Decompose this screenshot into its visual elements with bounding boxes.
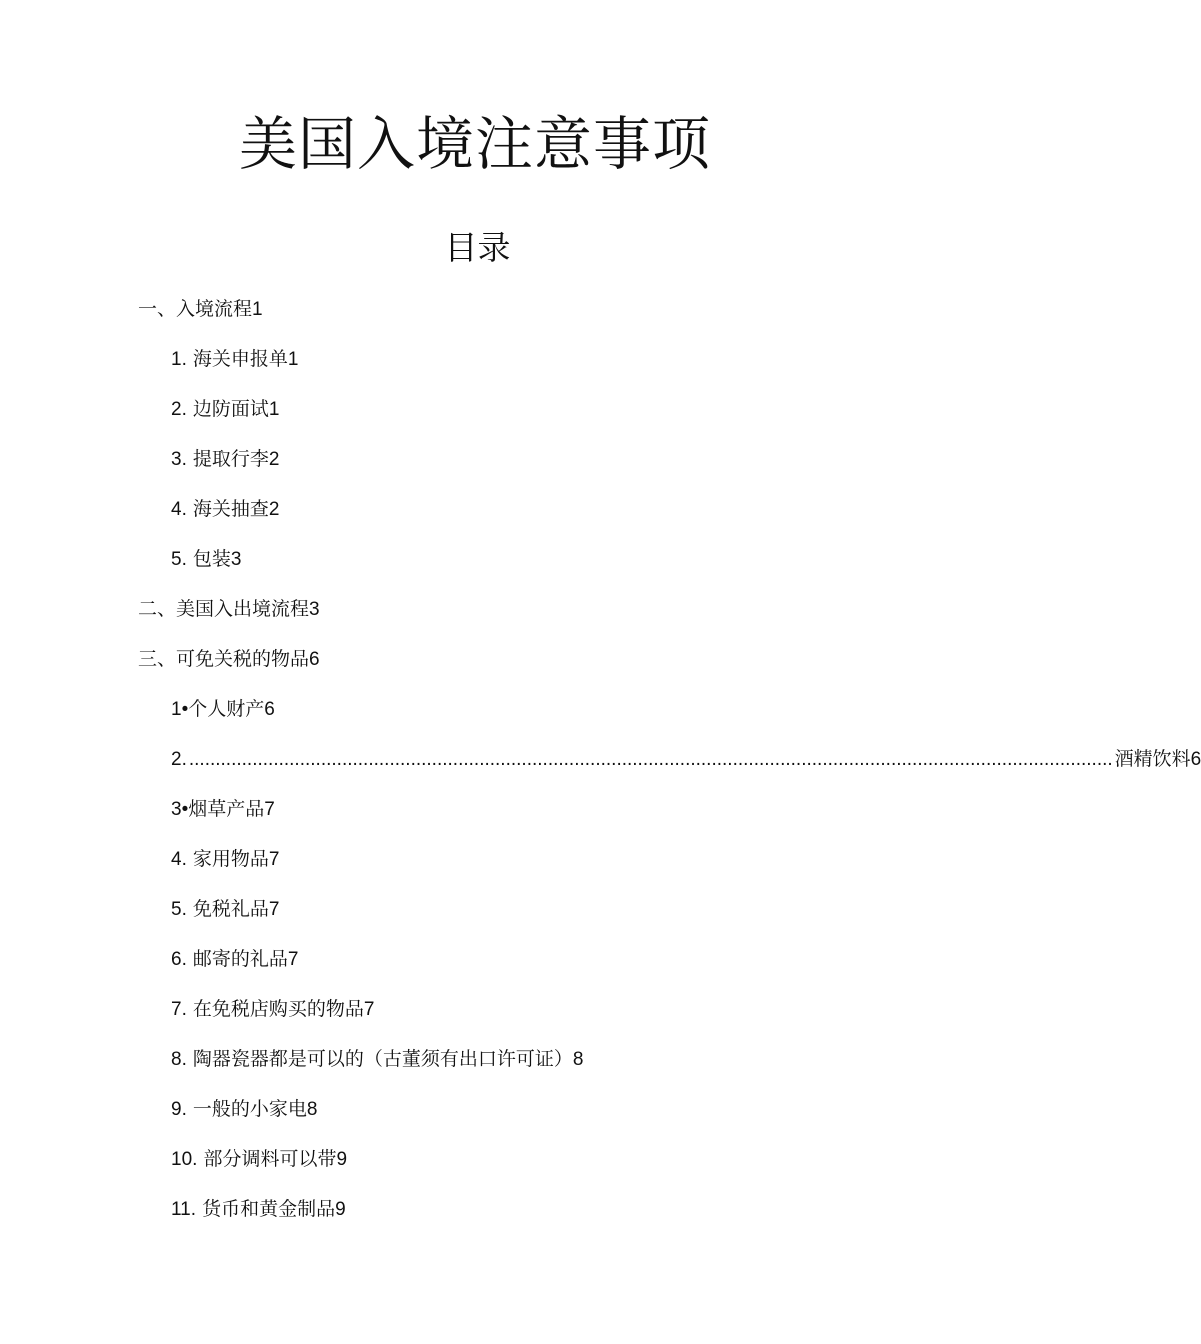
toc-entry-number: 5.: [171, 899, 187, 920]
toc-entry-page: 1: [252, 299, 263, 320]
toc-entry-currency-gold[interactable]: [171, 1197, 346, 1221]
toc-entry-page: 3: [309, 599, 320, 620]
toc-entry-page: 8: [572, 1049, 584, 1070]
toc-entry-small-appliances[interactable]: [171, 1097, 318, 1121]
toc-entry-text: 一、入境流程: [138, 298, 253, 320]
toc-entry-page: 3: [230, 549, 242, 570]
toc-entry-text: 海关抽查: [192, 498, 269, 520]
toc-entry-text: 二、美国入出境流程: [138, 598, 310, 620]
toc-entry-duty-free-gifts[interactable]: [171, 897, 280, 921]
toc-entry-packaging[interactable]: [171, 547, 242, 571]
toc-entry-duty-free-items[interactable]: [138, 647, 320, 671]
toc-entry-border-interview[interactable]: [171, 397, 280, 421]
toc-entry-alcoholic-beverages[interactable]: [171, 747, 1201, 771]
toc-entry-number: 2.: [171, 749, 187, 770]
toc-entry-entry-exit-process[interactable]: [138, 597, 320, 621]
toc-entry-page: 7: [268, 899, 280, 920]
toc-entry-mailed-gifts[interactable]: [171, 947, 299, 971]
toc-entry-number: 9.: [171, 1099, 187, 1120]
toc-entry-page: 7: [268, 849, 280, 870]
toc-entry-number: 3.: [171, 449, 187, 470]
toc-entry-text: 在免税店购买的物品: [192, 998, 364, 1020]
toc-entry-text: 个人财产: [188, 698, 265, 720]
toc-entry-page: 8: [306, 1099, 318, 1120]
toc-entry-customs-inspection[interactable]: [171, 497, 280, 521]
toc-entry-text: 烟草产品: [188, 798, 265, 820]
toc-entry-number: 10.: [171, 1149, 198, 1170]
toc-entry-page: 2: [268, 449, 280, 470]
toc-entry-tobacco-products[interactable]: [171, 797, 275, 821]
toc-entry-page: 6: [309, 649, 320, 670]
toc-entry-text: 酒精饮料: [1114, 748, 1191, 770]
toc-entry-text: 海关申报单: [192, 348, 288, 370]
toc-entry-page: 7: [363, 999, 375, 1020]
toc-entry-text: 家用物品: [192, 848, 269, 870]
toc-entry-duty-free-shop-items[interactable]: [171, 997, 375, 1021]
toc-entry-page: 9: [336, 1149, 348, 1170]
toc-entry-page: 7: [264, 799, 275, 820]
toc-entry-text: 货币和黄金制品: [202, 1198, 336, 1220]
toc-entry-number: 8.: [171, 1049, 187, 1070]
toc-entry-ceramics-porcelain[interactable]: [171, 1047, 584, 1071]
toc-entry-page: 7: [287, 949, 299, 970]
toc-entry-text: 包装: [192, 548, 231, 570]
toc-entry-text: 邮寄的礼品: [192, 948, 288, 970]
toc-entry-number: 11.: [171, 1199, 197, 1220]
toc-entry-seasonings[interactable]: [171, 1147, 347, 1171]
toc-entry-number: 5.: [171, 549, 187, 570]
toc-entry-page: 6: [264, 699, 275, 720]
toc-entry-text: 三、可免关税的物品: [138, 648, 310, 670]
toc-entry-text: 一般的小家电: [192, 1098, 307, 1120]
toc-entry-text: 免税礼品: [192, 898, 269, 920]
toc-entry-page: 6: [1190, 749, 1201, 770]
toc-entry-page: 1: [268, 399, 280, 420]
toc-entry-number: 4.: [171, 499, 187, 520]
toc-entry-text: 边防面试: [192, 398, 269, 420]
toc-entry-number: 3•: [171, 799, 189, 820]
toc-entry-personal-property[interactable]: [171, 697, 275, 721]
toc-heading: 目录: [444, 228, 511, 267]
dot-leader: ...............................................................................................................................................................................: [188, 749, 1113, 770]
toc-entry-page: 1: [287, 349, 299, 370]
toc-entry-text: 陶器瓷器都是可以的（古董须有出口许可证）: [192, 1048, 573, 1070]
toc-entry-number: 1.: [171, 349, 187, 370]
toc-entry-number: 7.: [171, 999, 187, 1020]
document-title: 美国入境注意事项: [238, 110, 711, 178]
toc-entry-number: 6.: [171, 949, 187, 970]
toc-entry-number: 1•: [171, 699, 189, 720]
toc-entry-page: 9: [335, 1199, 346, 1220]
toc-entry-customs-declaration[interactable]: [171, 347, 299, 371]
toc-entry-household-items[interactable]: [171, 847, 280, 871]
toc-entry-entry-process[interactable]: [138, 297, 263, 321]
toc-entry-text: 部分调料可以带: [203, 1148, 337, 1170]
toc-entry-text: 提取行李: [192, 448, 269, 470]
toc-entry-number: 2.: [171, 399, 187, 420]
toc-entry-number: 4.: [171, 849, 187, 870]
toc-entry-page: 2: [268, 499, 280, 520]
toc-entry-baggage-claim[interactable]: [171, 447, 280, 471]
